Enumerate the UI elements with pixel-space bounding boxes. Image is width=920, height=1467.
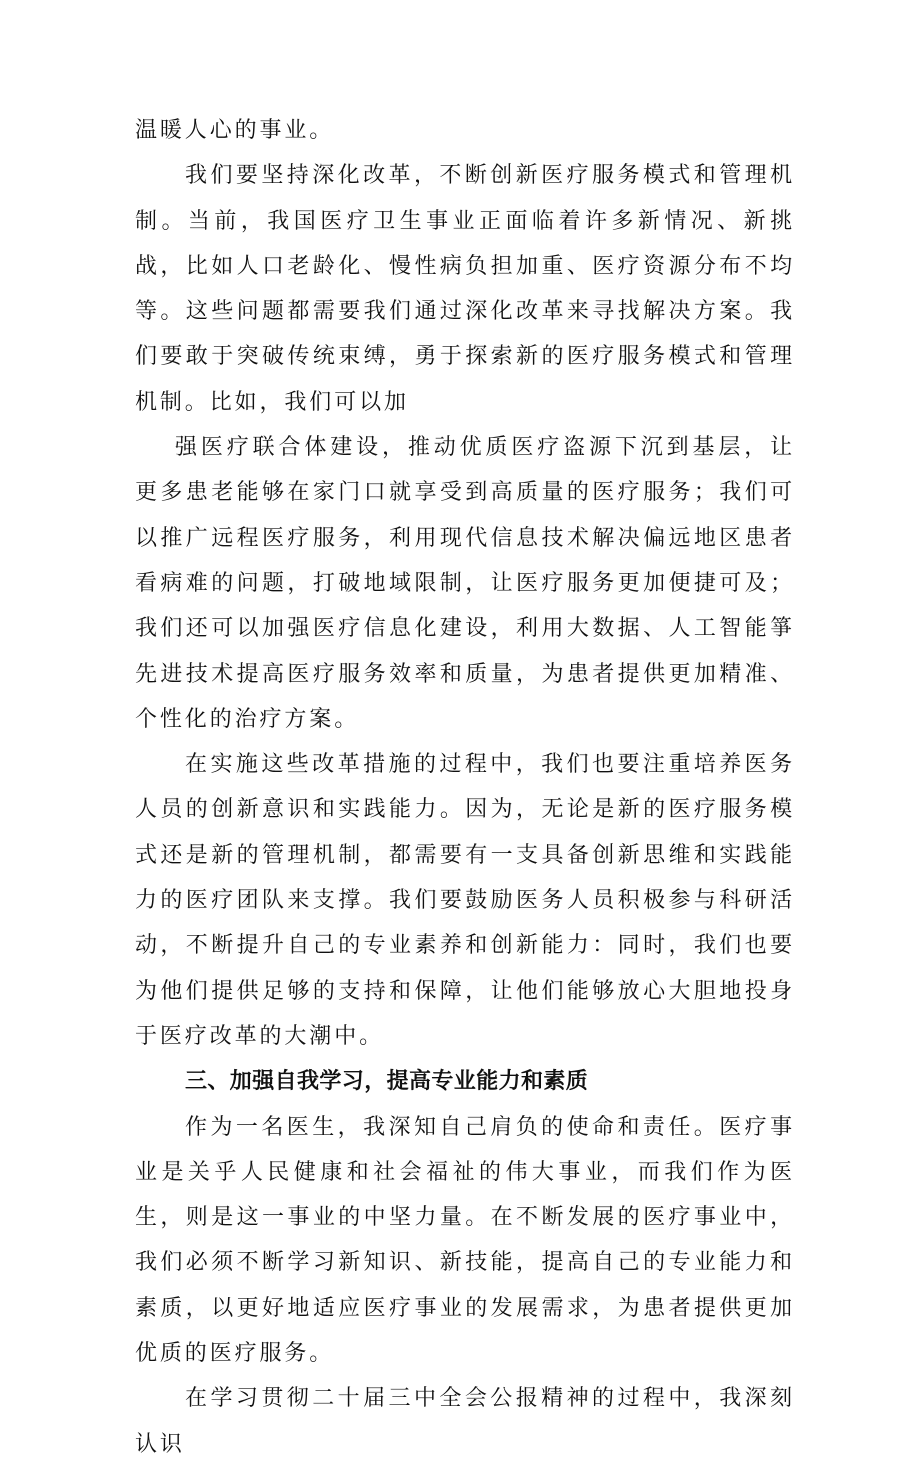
document-body <box>135 108 795 1467</box>
paragraph-study: 在学习贯彻二十届三中全会公报精神的过程中，我深刻认识 <box>135 1386 795 1457</box>
paragraph-doctor-mission: 作为一名医生，我深知自己肩负的使命和责任。医疗事业是关乎人民健康和社会福祉的伟大事业，而我们作为医生，则是这一事业的中坚力量。在不断发展的医疗事业中，我们必须不断学习新知识、新技能，提高自己的专业能力和素质，以更好地适应医疗事业的发展需求，为患者提供更加优质的医疗服务。 <box>135 1114 795 1367</box>
paragraph-reform-examples: 强医疗联合体建设，推动优质医疗盗源下沉到基层，让更多患老能够在家门口就享受到高质量的医疗服务；我们可以推广远程医疗服务，利用现代信息技术解决偏远地区患者看病难的问题，打破地域限制，让医疗服务更加便捷可及；我们还可以加强医疗信息化建设，利用大数据、人工智能箏先进技术提高医疗服务效率和质量，为患者提供更加精准、个性化的治疗方案。 <box>135 435 795 732</box>
paragraph-staff-training: 在实施这些改革措施的过程中，我们也要注重培养医务人员的创新意识和实践能力。因为，无论是新的医疗服务模式还是新的管理机制，都需要有一支具备创新思维和实践能力的医疗团队来支撑。我们要鼓励医务人员积极参与科研活动，不断提升自己的专业素养和创新能力：同时，我们也要为他们提供足够的支持和保障，让他们能够放心大胆地投身于医疗改革的大潮中。 <box>135 752 795 1049</box>
paragraph-continuation: 温暖人心的事业。 <box>135 118 335 143</box>
section-heading: 三、加强自我学习，提高专业能力和素质 <box>185 1069 589 1095</box>
paragraph-reform: 我们要坚持深化改革，不断创新医疗服务模式和管理机制。当前，我国医疗卫生事业正面临着许多新情况、新挑战，比如人口老龄化、慢性病负担加重、医疗资源分布不均等。这些问题都需要我们通过深化改革来寻找解决方案。我们要敢于突破传统束缚，勇于探索新的医疗服务模式和管理机制。比如，我们可以加 <box>135 163 795 415</box>
